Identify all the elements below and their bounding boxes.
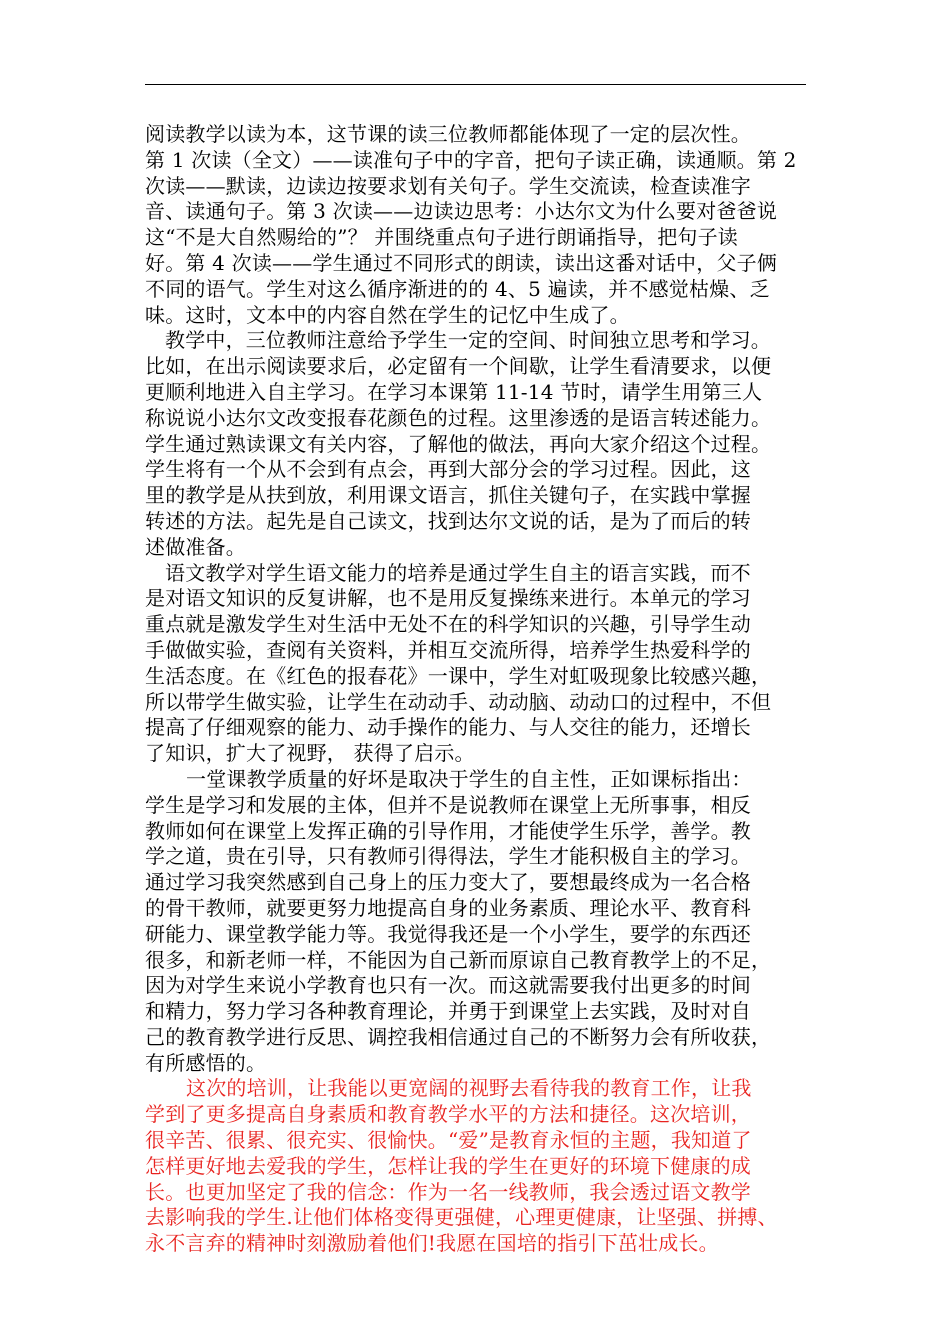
paragraph-line: 阅读教学以读为本，这节课的读三位教师都能体现了一定的层次性。 bbox=[145, 122, 751, 146]
paragraph-line: 教师如何在课堂上发挥正确的引导作用，才能使学生乐学，善学。教 bbox=[145, 818, 751, 843]
paragraph-line: 提高了仔细观察的能力、动手操作的能力、与人交往的能力，还增长 bbox=[145, 715, 751, 740]
paragraph-line: 去影响我的学生.让他们体格变得更强健，心理更健康，让坚强、拼搏、 bbox=[145, 1205, 778, 1230]
paragraph-line: 好。第 4 次读——学生通过不同形式的朗读，读出这番对话中，父子俩 bbox=[145, 250, 778, 275]
paragraph-line: 手做做实验，查阅有关资料，并相互交流所得，培养学生热爱科学的 bbox=[145, 637, 751, 662]
paragraph-line: 这“不是大自然赐给的”？ 并围绕重点句子进行朗诵指导，把句子读 bbox=[145, 225, 739, 250]
paragraph-line: 了知识，扩大了视野， 获得了启示。 bbox=[145, 741, 475, 766]
paragraph bbox=[145, 561, 815, 767]
paragraph-line: 学生是学习和发展的主体，但并不是说教师在课堂上无所事事，相反 bbox=[145, 792, 751, 817]
paragraph-line: 音、读通句子。第 3 次读——边读边思考：小达尔文为什么要对爸爸说 bbox=[145, 199, 778, 224]
paragraph-line: 和精力，努力学习各种教育理论，并勇于到课堂上去实践，及时对自 bbox=[145, 999, 751, 1024]
paragraph-line: 第 1 次读（全文）——读准句子中的字音，把句子读正确，读通顺。第 2 bbox=[145, 147, 797, 172]
paragraph-line: 有所感悟的。 bbox=[145, 1050, 267, 1075]
paragraph-line: 通过学习我突然感到自己身上的压力变大了，要想最终成为一名合格 bbox=[145, 870, 751, 895]
paragraph-line: 永不言弃的精神时刻激励着他们!我愿在国培的指引下茁壮成长。 bbox=[145, 1231, 719, 1256]
paragraph-line: 己的教育教学进行反思、调控我相信通过自己的不断努力会有所收获， bbox=[145, 1024, 772, 1049]
paragraph-line: 学之道，贵在引导，只有教师引得得法，学生才能积极自主的学习。 bbox=[145, 844, 751, 869]
document-body bbox=[145, 122, 815, 1257]
paragraph-line: 很辛苦、很累、很充实、很愉快。“爱”是教育永恒的主题，我知道了 bbox=[145, 1128, 752, 1153]
paragraph-line: 一堂课教学质量的好坏是取决于学生的自主性，正如课标指出： bbox=[186, 766, 752, 791]
paragraph-line: 语文教学对学生语文能力的培养是通过学生自主的语言实践，而不 bbox=[165, 560, 751, 585]
paragraph-line: 因为对学生来说小学教育也只有一次。而这就需要我付出更多的时间 bbox=[145, 973, 751, 998]
header-rule bbox=[145, 84, 806, 85]
paragraph-line: 不同的语气。学生对这么循序渐进的的 4、5 遍读，并不感觉枯燥、乏 bbox=[145, 276, 770, 301]
paragraph bbox=[145, 328, 815, 560]
paragraph-line: 生活态度。在《红色的报春花》一课中，学生对虹吸现象比较感兴趣， bbox=[145, 663, 772, 688]
paragraph-line: 是对语文知识的反复讲解，也不是用反复操练来进行。本单元的学习 bbox=[145, 586, 751, 611]
paragraph bbox=[145, 122, 815, 328]
paragraph bbox=[145, 767, 815, 1077]
paragraph-line: 怎样更好地去爱我的学生，怎样让我的学生在更好的环境下健康的成 bbox=[145, 1153, 751, 1178]
paragraph-line: 教学中，三位教师注意给予学生一定的空间、时间独立思考和学习。 bbox=[165, 328, 771, 353]
paragraph-line: 学生将有一个从不会到有点会，再到大部分会的学习过程。因此，这 bbox=[145, 457, 751, 482]
paragraph-line: 比如，在出示阅读要求后，必定留有一个间歇，让学生看清要求，以便 bbox=[145, 354, 772, 379]
paragraph-line: 称说说小达尔文改变报春花颜色的过程。这里渗透的是语言转述能力。 bbox=[145, 405, 772, 430]
paragraph bbox=[145, 1076, 815, 1257]
paragraph-line: 学到了更多提高自身素质和教育教学水平的方法和捷径。这次培训， bbox=[145, 1102, 751, 1127]
paragraph-line: 更顺利地进入自主学习。在学习本课第 11-14 节时，请学生用第三人 bbox=[145, 379, 763, 404]
paragraph-line: 转述的方法。起先是自己读文，找到达尔文说的话，是为了而后的转 bbox=[145, 508, 751, 533]
paragraph-line: 次读——默读，边读边按要求划有关句子。学生交流读，检查读准字 bbox=[145, 173, 751, 198]
paragraph-line: 重点就是激发学生对生活中无处不在的科学知识的兴趣，引导学生动 bbox=[145, 612, 751, 637]
paragraph-line: 所以带学生做实验，让学生在动动手、动动脑、动动口的过程中，不但 bbox=[145, 689, 772, 714]
paragraph-line: 研能力、课堂教学能力等。我觉得我还是一个小学生，要学的东西还 bbox=[145, 921, 751, 946]
paragraph-line: 长。也更加坚定了我的信念：作为一名一线教师，我会透过语文教学 bbox=[145, 1179, 751, 1204]
paragraph-line: 味。这时，文本中的内容自然在学生的记忆中生成了。 bbox=[145, 302, 630, 327]
paragraph-line: 述做准备。 bbox=[145, 534, 246, 559]
paragraph-line: 这次的培训，让我能以更宽阔的视野去看待我的教育工作，让我 bbox=[186, 1076, 752, 1101]
paragraph-line: 学生通过熟读课文有关内容，了解他的做法，再向大家介绍这个过程。 bbox=[145, 431, 772, 456]
paragraph-line: 的骨干教师，就要更努力地提高自身的业务素质、理论水平、教育科 bbox=[145, 895, 751, 920]
paragraph-line: 里的教学是从扶到放，利用课文语言，抓住关键句子，在实践中掌握 bbox=[145, 483, 751, 508]
paragraph-line: 很多，和新老师一样，不能因为自己新而原谅自己教育教学上的不足， bbox=[145, 947, 772, 972]
